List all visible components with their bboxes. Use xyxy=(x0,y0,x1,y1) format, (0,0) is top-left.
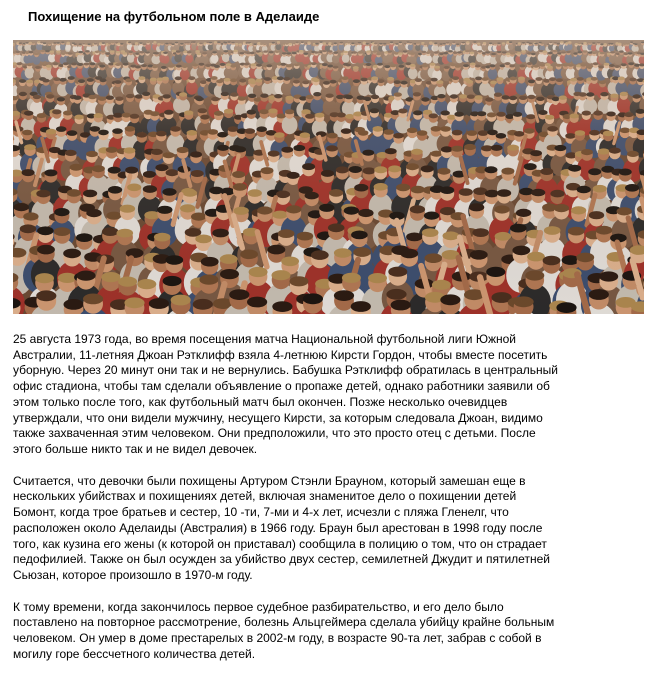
article-paragraph-3: К тому времени, когда закончилось первое судебное разбирательство, и его дело было поставлено на повторное рассмотрение, болезнь Альцгеймера сделала убийцу крайне больным человеком. Он умер в доме престарелых в 2002-м году, в возрасте 90-та лет, забрав с собой в могилу горе бессчетного количества детей. xyxy=(13,600,644,663)
crowd-illustration xyxy=(13,40,644,314)
article-paragraph-1: 25 августа 1973 года, во время посещения матча Национальной футбольной лиги Южной Австралии, 11-летняя Джоан Рэтклифф взяла 4-летнюю Кирсти Гордон, чтобы вместе посетить уборную. Через 20 минут они так и не вернулись. Бабушка Рэтклифф обратилась в центральный офис стадиона, чтобы там сделали объявление о пропаже детей, однако работники заявили об этом только после того, как футбольный матч был окончен. Позже несколько очевидцев утверждали, что они видели мужчину, несущего Кирсти, за которым следовала Джоан, видимо также захваченная этим человеком. Они предположили, что это просто отец с детьми. После этого больше никто так и не видел девочек. xyxy=(13,332,644,458)
article-paragraph-2: Считается, что девочки были похищены Артуром Стэнли Брауном, который замешан еще в нескольких убийствах и похищениях детей, включая знаменитое дело о похищении детей Бомонт, когда трое братьев и сестер, 10 -ти, 7-ми и 4-х лет, исчезли с пляжа Гленелг, что расположен около Аделаиды (Австралия) в 1966 году. Браун был арестован в 1998 году после того, как кузина его жены (к которой он приставал) сообщила в полицию о том, что он страдает педофилией. Также он был осужден за убийство двух сестер, семилетней Джудит и пятилетней Сьюзан, которое произошло в 1970-м году. xyxy=(13,474,644,584)
article-body xyxy=(13,316,644,678)
crowd-photo xyxy=(13,40,644,314)
article-title: Похищение на футбольном поле в Аделаиде xyxy=(28,9,319,25)
